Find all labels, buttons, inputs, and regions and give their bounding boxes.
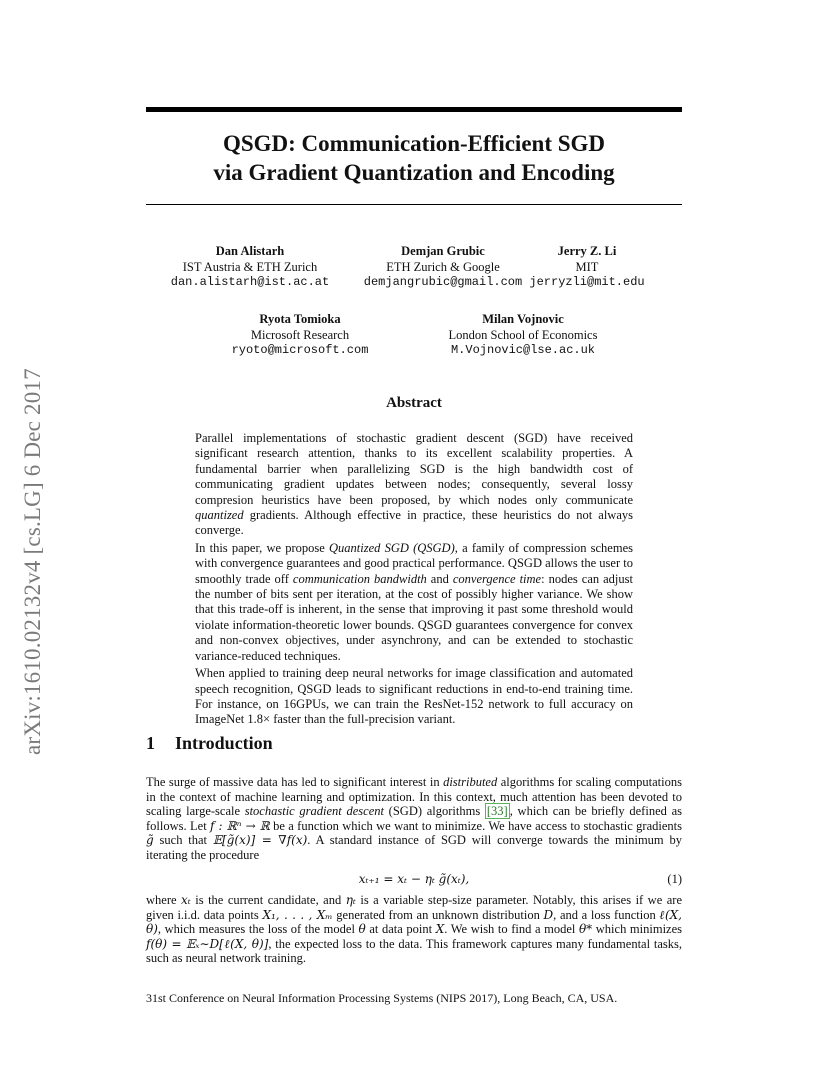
author-name: Dan Alistarh [215,244,285,258]
author-affiliation: ETH Zurich & Google [386,259,500,274]
inline-math: f : ℝⁿ → ℝ [210,818,270,833]
body-paragraph: The surge of massive data has led to significant interest in distributed algorithms for scaling computations in the context of machine learning and optimization. In this context, much attention has been devoted to scaling large-scale stochastic gradient descent (SGD) algorithms [33] , which can be briefly defined as follows. Let f : ℝⁿ → ℝ be a function which we want to minimize. We have access to stochastic gradients g̃ such that 𝔼[g̃(x)] = ∇f(x). A standard instance of SGD will converge towards the minimum by iterating the procedure [146,775,682,862]
author-email[interactable]: M.Vojnovic@lse.ac.uk [450,343,596,357]
author-email[interactable]: demjangrubic@gmail.com [363,275,523,289]
author-affiliation: IST Austria & ETH Zurich [182,259,318,274]
author-block [150,244,350,291]
section-number: 1 [146,733,155,753]
title-top-rule [146,107,682,112]
author-block [343,244,543,291]
abstract-paragraph: In this paper, we propose Quantized SGD (QSGD), a family of compression schemes with convergence guarantees and good practical performance. QSGD allows the user to smoothly trade off communication bandwidth and convergence time: nodes can adjust the number of bits sent per iteration, at the cost of possibly higher variance. We show that this trade-off is inherent, in the sense that improving it past some threshold would violate information-theoretic lower bounds. QSGD guarantees convergence for convex and non-convex objectives, under asynchrony, and can be extended to stochastic variance-reduced techniques. [195,540,633,663]
title-line-2: via Gradient Quantization and Encoding [213,160,615,185]
abstract-paragraph: When applied to training deep neural networks for image classification and automated speech recognition, QSGD leads to significant reductions in end-to-end training time. For instance, on 16GPUs, we can train the ResNet-152 network to full accuracy on ImageNet 1.8× faster than the full-precision variant. [195,666,633,727]
author-affiliation: Microsoft Research [250,327,350,342]
abstract-body [195,431,633,730]
author-name: Jerry Z. Li [557,244,617,258]
author-name: Ryota Tomioka [259,312,341,326]
author-email[interactable]: dan.alistarh@ist.ac.at [170,275,330,289]
section-heading [146,733,273,754]
author-email[interactable]: ryoto@microsoft.com [231,343,369,357]
author-affiliation: MIT [575,259,599,274]
title-line-1: QSGD: Communication-Efficient SGD [222,131,606,156]
conference-footnote: 31st Conference on Neural Information Processing Systems (NIPS 2017), Long Beach, CA, USA. [146,991,618,1005]
display-equation [146,872,682,888]
inline-math: 𝔼[g̃(x)] = ∇f(x) [212,833,308,847]
arxiv-identifier-stamp: arXiv:1610.02132v4 [cs.LG] 6 Dec 2017 [20,368,45,755]
section-title: Introduction [175,733,273,753]
equation-expression: xₜ₊₁ = xₜ − ηₜ g̃(xₜ), [358,872,470,886]
author-name: Milan Vojnovic [482,312,564,326]
author-name: Demjan Grubic [401,244,485,258]
citation-link[interactable]: [33] [486,804,508,818]
inline-math: g̃ [146,833,154,847]
author-block [423,312,623,359]
author-email[interactable]: jerryzli@mit.edu [529,275,645,289]
author-affiliation: London School of Economics [448,327,598,342]
equation-number: (1) [667,872,682,886]
author-block [200,312,400,359]
body-paragraph: where xₜ is the current candidate, and ηₜ is a variable step-size parameter. Notably, this arises if we are given i.i.d. data points X₁, . . . , Xₘ generated from an unknown distribution D, and a loss function ℓ(X, θ), which measures the loss of the model θ at data point X. We wish to find a model θ* which minimizes f(θ) = 𝔼ₓ∼D[ℓ(X, θ)], the expected loss to the data. This framework captures many fundamental tasks, such as neural network training. [146,893,683,965]
title-bottom-rule [146,204,682,205]
author-block [517,244,657,291]
abstract-heading: Abstract [386,395,442,411]
paper-title [146,129,682,187]
abstract-paragraph: Parallel implementations of stochastic gradient descent (SGD) have received significant research attention, thanks to its excellent scalability properties. A fundamental barrier when parallelizing SGD is the high bandwidth cost of communicating gradient updates between nodes; consequently, several lossy compresion heuristics have been proposed, by which nodes only communicate quantized gradients. Although effective in practice, these heuristics do not always converge. [195,431,633,538]
